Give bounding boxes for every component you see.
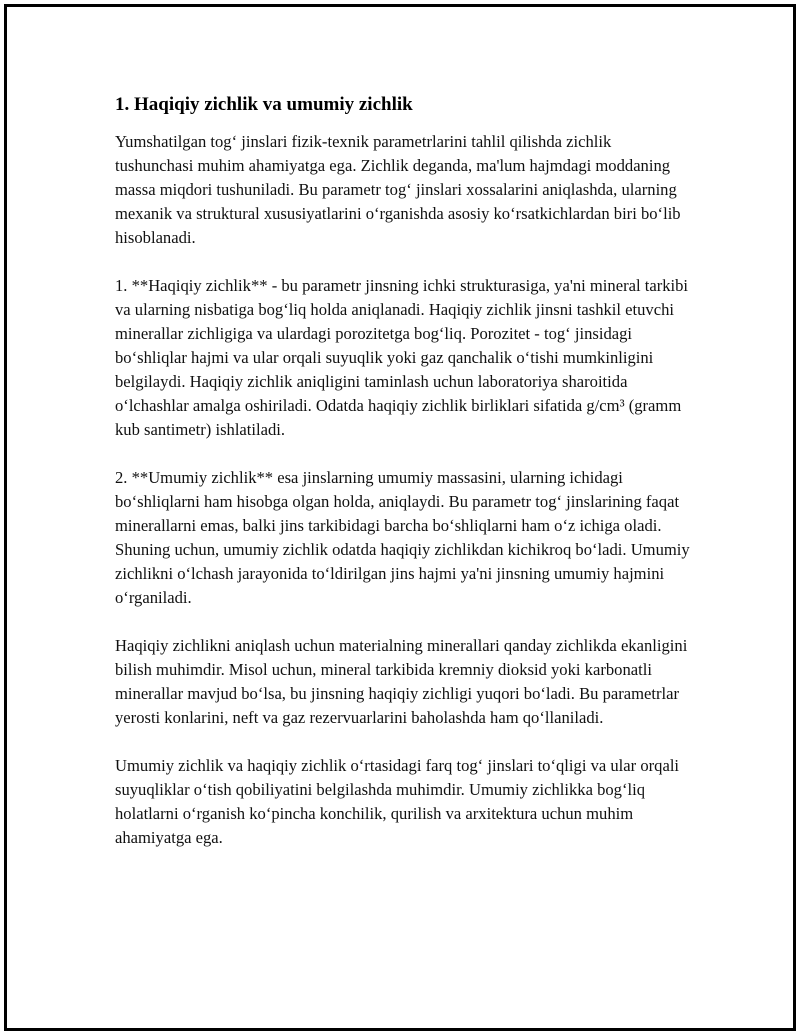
intro-paragraph: Yumshatilgan tog‘ jinslari fizik-texnik parametrlarini tahlil qilishda zichlik tushunchasi muhim ahamiyatga ega. Zichlik deganda, ma'lum hajmdagi moddaning massa miqdori tushuniladi. Bu parametr tog‘ jinslari xossalarini aniqlashda, ularning mexanik va struktural xususiyatlarini o‘rganishda asosiy ko‘rsatkichlardan biri bo‘lib hisoblanadi. [115,132,681,247]
conclusion-paragraph: Umumiy zichlik va haqiqiy zichlik o‘rtasidagi farq tog‘ jinslari to‘qligi va ular orqali suyuqliklar o‘tish qobiliyatini belgilashda muhimdir. Umumiy zichlikka bog‘liq holatlarni o‘rganish ko‘pincha konchilik, qurilish va arxitektura uchun muhim ahamiyatga ega. [115,756,680,847]
bulk-density-paragraph: 2. **Umumiy zichlik** esa jinslarning umumiy massasini, ularning ichidagi bo‘shliqlarni ham hisobga olgan holda, aniqlaydi. Bu parametr tog‘ jinslarining faqat minerallarni emas, balki jins tarkibidagi barcha bo‘shliqlarni ham o‘z ichiga oladi. Shuning uchun, umumiy zichlik odatda haqiqiy zichlikdan kichikroq bo‘ladi. Umumiy zichlikni o‘lchash jarayonida to‘ldirilgan jins hajmi ya'ni jinsning umumiy hajmini o‘rganiladi. [115,468,690,607]
section-title: 1. Haqiqiy zichlik va umumiy zichlik [115,94,413,115]
mineral-density-paragraph: Haqiqiy zichlikni aniqlash uchun materialning minerallari qanday zichlikda ekanligini bilish muhimdir. Misol uchun, mineral tarkibida kremniy dioksid yoki karbonatli minerallar mavjud bo‘lsa, bu jinsning haqiqiy zichligi yuqori bo‘ladi. Bu parametrlar yerosti konlarini, neft va gaz rezervuarlarini baholashda ham qo‘llaniladi. [115,636,688,727]
true-density-paragraph: 1. **Haqiqiy zichlik** - bu parametr jinsning ichki strukturasiga, ya'ni mineral tarkibi va ularning nisbatiga bog‘liq holda aniqlanadi. Haqiqiy zichlik jinsni tashkil etuvchi minerallar zichligiga va ulardagi porozitetga bog‘liq. Porozitet - tog‘ jinsidagi bo‘shliqlar hajmi va ular orqali suyuqlik yoki gaz qanchalik o‘tishi mumkinligini belgilaydi. Haqiqiy zichlik aniqligini taminlash uchun laboratoriya sharoitida o‘lchashlar amalga oshiriladi. Odatda haqiqiy zichlik birliklari sifatida g/cm³ (gramm kub santimetr) ishlatiladi. [115,276,689,439]
document-body [115,92,690,874]
